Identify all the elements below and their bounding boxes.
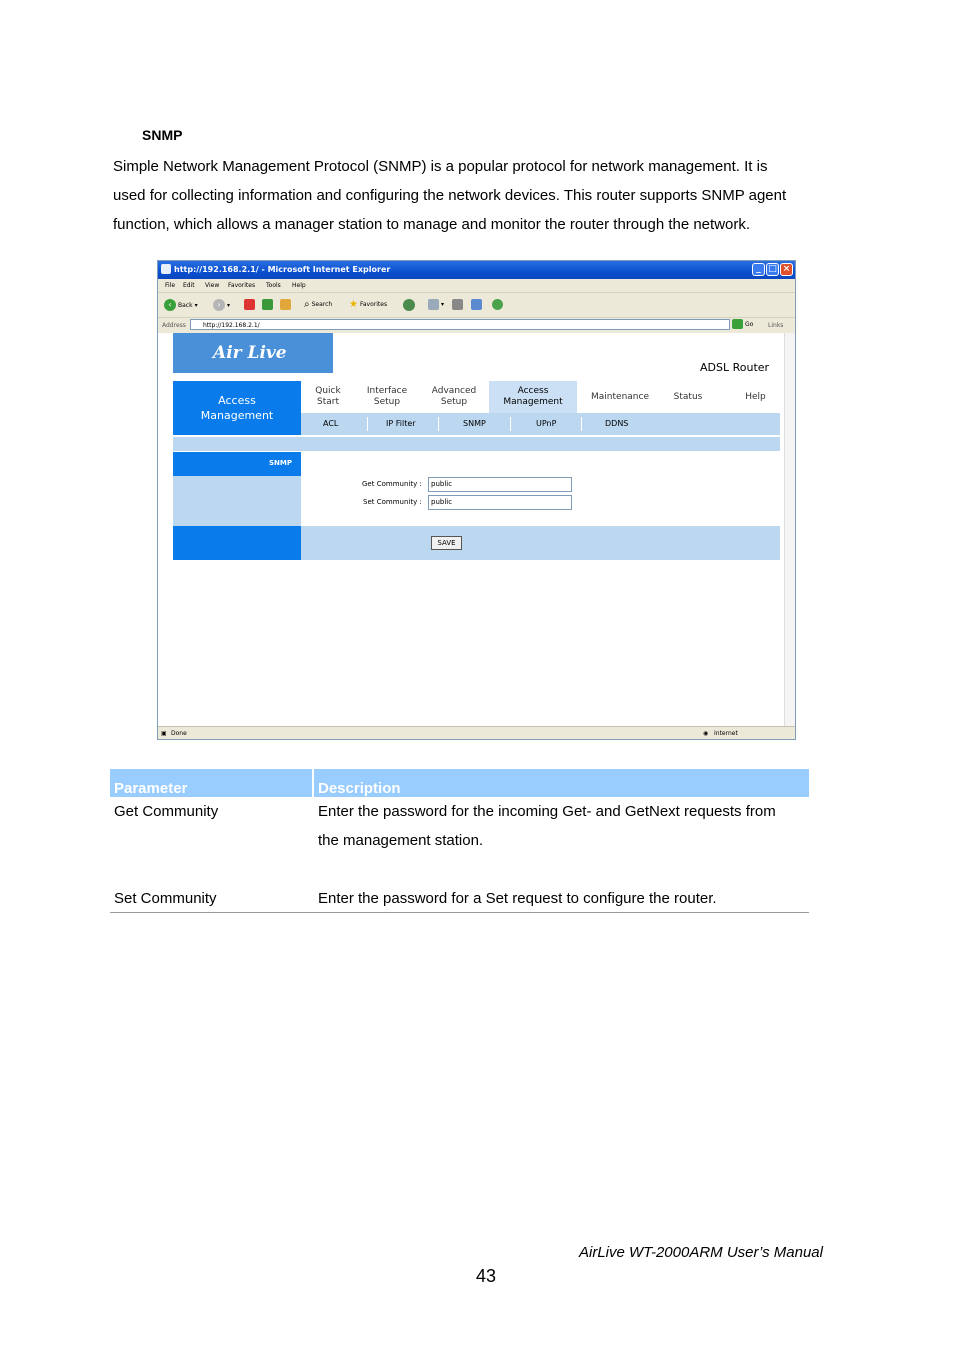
table-row bbox=[110, 884, 809, 913]
back-button[interactable]: ‹ Back ▾ bbox=[164, 299, 198, 311]
refresh-button[interactable] bbox=[262, 299, 273, 310]
header-description: Description bbox=[318, 780, 401, 797]
forward-button[interactable]: › ▾ bbox=[213, 299, 230, 311]
left-panel bbox=[173, 476, 301, 526]
left-panel-footer bbox=[173, 526, 301, 560]
table-row bbox=[110, 797, 809, 884]
subnav-acl[interactable]: ACL bbox=[323, 419, 339, 428]
divider-strip bbox=[173, 437, 780, 451]
menu-file[interactable]: File bbox=[165, 282, 176, 289]
nav-quick-start[interactable]: Quick Start bbox=[315, 386, 341, 407]
param-description: Enter the password for a Set request to configure the router. bbox=[318, 890, 717, 907]
messenger-icon bbox=[492, 299, 503, 310]
minimize-button[interactable]: _ bbox=[752, 263, 765, 276]
save-bar bbox=[301, 526, 780, 560]
top-nav bbox=[301, 381, 780, 413]
scrollbar[interactable] bbox=[784, 333, 796, 726]
header-parameter: Parameter bbox=[114, 780, 188, 797]
param-name: Get Community bbox=[114, 803, 219, 820]
edit-icon bbox=[471, 299, 482, 310]
home-button[interactable] bbox=[280, 299, 291, 310]
ie-icon bbox=[161, 264, 171, 274]
param-name: Set Community bbox=[114, 890, 217, 907]
set-community-label: Set Community : bbox=[363, 498, 422, 506]
intro-paragraph bbox=[113, 152, 843, 239]
logo-text: Air Live bbox=[213, 343, 287, 363]
print-button[interactable] bbox=[452, 299, 463, 310]
subnav-snmp[interactable]: SNMP bbox=[463, 419, 486, 428]
menu-favorites[interactable]: Favorites bbox=[228, 282, 256, 289]
go-button[interactable]: Go bbox=[732, 319, 753, 329]
browser-screenshot bbox=[157, 260, 796, 740]
close-button[interactable]: × bbox=[780, 263, 793, 276]
mail-button[interactable]: ▾ bbox=[428, 299, 444, 310]
subnav-ddns[interactable]: DDNS bbox=[605, 419, 629, 428]
status-done: Done bbox=[171, 730, 187, 737]
address-bar bbox=[158, 317, 795, 333]
menu-edit[interactable]: Edit bbox=[183, 282, 195, 289]
product-name: ADSL Router bbox=[700, 361, 770, 374]
section-heading: SNMP bbox=[142, 127, 183, 143]
subnav-upnp[interactable]: UPnP bbox=[536, 419, 557, 428]
stop-icon bbox=[244, 299, 255, 310]
links-label[interactable]: Links bbox=[768, 322, 784, 329]
edit-button[interactable] bbox=[471, 299, 482, 310]
nav-access-management[interactable]: Access Management bbox=[489, 381, 577, 413]
set-community-input[interactable]: public bbox=[428, 495, 572, 510]
toolbar bbox=[158, 292, 795, 318]
intro-line: Simple Network Management Protocol (SNMP) is a popular protocol for network management. It is bbox=[113, 158, 768, 175]
nav-status[interactable]: Status bbox=[673, 391, 703, 402]
status-bar bbox=[158, 726, 795, 740]
favorites-button[interactable]: ★ Favorites bbox=[349, 299, 388, 310]
mail-icon bbox=[428, 299, 439, 310]
left-nav-access-management: Access Management bbox=[173, 381, 301, 435]
menu-bar bbox=[158, 279, 795, 292]
print-icon bbox=[452, 299, 463, 310]
history-button[interactable] bbox=[403, 299, 415, 311]
parameter-table bbox=[110, 769, 809, 913]
history-icon bbox=[403, 299, 415, 311]
airlive-logo bbox=[173, 333, 333, 373]
address-input[interactable]: http://192.168.2.1/ bbox=[190, 319, 730, 330]
menu-tools[interactable]: Tools bbox=[266, 282, 281, 289]
get-community-label: Get Community : bbox=[362, 480, 422, 488]
save-button[interactable]: SAVE bbox=[431, 536, 462, 550]
window-titlebar bbox=[158, 261, 795, 279]
messenger-button[interactable] bbox=[492, 299, 503, 310]
star-icon: ★ bbox=[349, 299, 358, 310]
page-icon: ▣ bbox=[161, 730, 167, 737]
home-icon bbox=[280, 299, 291, 310]
forward-arrow-icon: › bbox=[213, 299, 225, 311]
refresh-icon bbox=[262, 299, 273, 310]
search-button[interactable]: ⌕ Search bbox=[304, 299, 333, 310]
nav-interface-setup[interactable]: Interface Setup bbox=[366, 386, 408, 407]
get-community-input[interactable]: public bbox=[428, 477, 572, 492]
search-icon: ⌕ bbox=[304, 299, 310, 310]
menu-view[interactable]: View bbox=[205, 282, 220, 289]
nav-advanced-setup[interactable]: Advanced Setup bbox=[431, 386, 477, 407]
window-title: http://192.168.2.1/ - Microsoft Internet Explorer bbox=[174, 265, 391, 274]
intro-line: function, which allows a manager station to manage and monitor the router through the network. bbox=[113, 216, 751, 233]
page-number: 43 bbox=[476, 1266, 497, 1286]
nav-maintenance[interactable]: Maintenance bbox=[591, 391, 649, 402]
address-label: Address bbox=[162, 322, 186, 329]
intro-line: used for collecting information and configuring the network devices. This router supports SNMP agent bbox=[113, 187, 787, 204]
manual-title: AirLive WT-2000ARM User’s Manual bbox=[579, 1244, 823, 1261]
globe-icon: ◉ bbox=[703, 730, 709, 737]
table-header bbox=[110, 769, 809, 797]
back-arrow-icon: ‹ bbox=[164, 299, 176, 311]
param-description: Enter the password for the incoming Get- and GetNext requests from the management station. bbox=[318, 803, 776, 849]
stop-button[interactable] bbox=[244, 299, 255, 310]
status-zone: Internet bbox=[714, 730, 738, 737]
menu-help[interactable]: Help bbox=[292, 282, 306, 289]
snmp-section-label: SNMP bbox=[173, 452, 301, 476]
go-arrow-icon bbox=[732, 319, 743, 329]
table-bottom-rule bbox=[110, 912, 809, 913]
nav-help[interactable]: Help bbox=[745, 391, 766, 402]
subnav-ip-filter[interactable]: IP Filter bbox=[386, 419, 416, 428]
sub-nav bbox=[301, 413, 780, 435]
maximize-button[interactable]: □ bbox=[766, 263, 779, 276]
